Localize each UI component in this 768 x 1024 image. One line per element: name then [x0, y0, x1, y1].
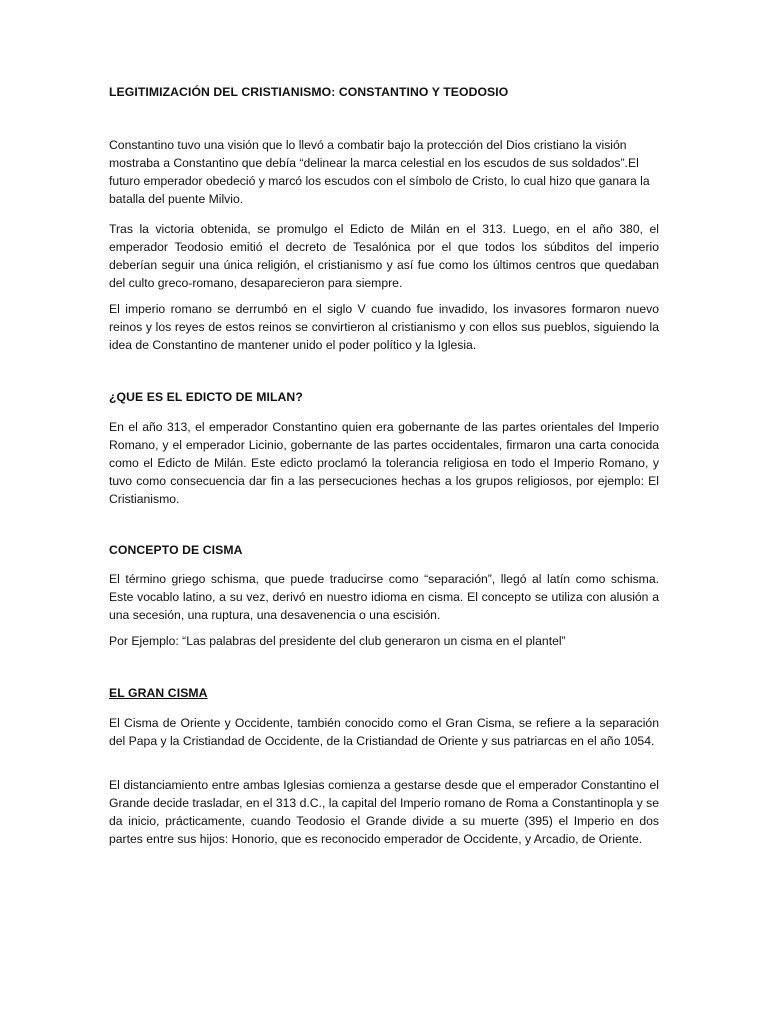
section-heading-edicto-milan: ¿QUE ES EL EDICTO DE MILAN? [109, 390, 303, 404]
paragraph-imperio-derrumbe: El imperio romano se derrumbó en el siglo V cuando fue invadido, los invasores formaron nuevo reinos y los reyes de estos reinos se convirtieron al cristianismo y con ellos sus pueblos, siguiendo la idea de Constantino de mantener unido el poder político y la Iglesia. [109, 302, 659, 352]
section-heading-gran-cisma: EL GRAN CISMA [109, 686, 208, 700]
paragraph-edicto-teodosio: Tras la victoria obtenida, se promulgo el Edicto de Milán en el 313. Luego, en el año 380, el emperador Teodosio emitió el decreto de Tesalónica por el que todos los súbditos del imperio deberían seguir una única religión, el cristianismo y así fue como los últimos centros que quedaban del culto greco-romano, desaparecieron para siempre. [109, 222, 659, 290]
paragraph-termino-cisma: El término griego schisma, que puede traducirse como “separación”, llegó al latín como schisma. Este vocablo latino, a su vez, derivó en nuestro idioma en cisma. El concepto se utiliza con alusión a una secesión, una ruptura, una desavenencia o una escisión. [109, 572, 659, 622]
section-heading-concepto-cisma: CONCEPTO DE CISMA [109, 543, 243, 557]
section-heading-legitimizacion: LEGITIMIZACIÓN DEL CRISTIANISMO: CONSTANTINO Y TEODOSIO [109, 85, 509, 99]
paragraph-distanciamiento-iglesias: El distanciamiento entre ambas Iglesias comienza a gestarse desde que el emperador Constantino el Grande decide trasladar, en el 313 d.C., la capital del Imperio romano de Roma a Constantinopla y se da inicio, prácticamente, cuando Teodosio el Grande divide a su muerte (395) el Imperio en dos partes entre sus hijos: Honorio, que es reconocido emperador de Occidente, y Arcadio, de Oriente. [109, 778, 659, 846]
paragraph-cisma-oriente-occidente: El Cisma de Oriente y Occidente, también conocido como el Gran Cisma, se refiere a la separación del Papa y la Cristiandad de Occidente, de la Cristiandad de Oriente y sus patriarcas en el año 1054. [109, 716, 659, 748]
paragraph-edicto-milan: En el año 313, el emperador Constantino quien era gobernante de las partes orientales del Imperio Romano, y el emperador Licinio, gobernante de las partes occidentales, firmaron una carta conocida como el Edicto de Milán. Este edicto proclamó la tolerancia religiosa en todo el Imperio Romano, y tuvo como consecuencia dar fin a las persecuciones hechas a los grupos religiosos, por ejemplo: El Cristianismo. [109, 420, 659, 506]
paragraph-vision-constantino: Constantino tuvo una visión que lo llevó a combatir bajo la protección del Dios cristiano la visión mostraba a Constantino que debía “delinear la marca celestial en los escudos de sus soldados”.El futuro emperador obedeció y marcó los escudos con el símbolo de Cristo, lo cual hizo que ganara la batalla del puente Milvio. [109, 138, 650, 206]
paragraph-ejemplo-cisma: Por Ejemplo: “Las palabras del presidente del club generaron un cisma en el plantel” [109, 634, 566, 648]
